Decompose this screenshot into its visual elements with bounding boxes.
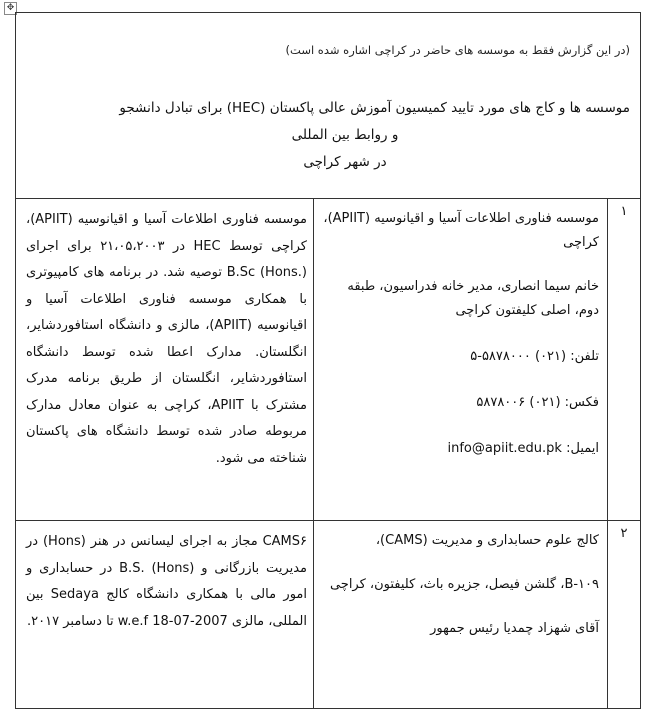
row-number: ۲: [607, 520, 640, 708]
table-move-handle-icon[interactable]: ✥: [4, 2, 17, 15]
table-row: [16, 198, 640, 521]
table-row: [16, 520, 640, 708]
institutions-table: [15, 12, 641, 709]
institution-contact: آقای شهزاد چمدیا رئیس جمهور: [430, 621, 599, 636]
institution-cell: [313, 198, 607, 520]
institution-cell: [313, 520, 607, 708]
title-line-2: و روابط بین المللی: [291, 127, 399, 143]
row-number: ۱: [607, 198, 640, 520]
description-cell: CAMS۶ مجاز به اجرای لیسانس در هنر (Hons) در مدیریت بازرگانی و B.S. (Hons) در حسابداری و امور مالی با همکاری دانشگاه کالج Sedaya بین المللی، مالزی w.e.f 18-07-2007 تا دسامبر ۲۰۱۷.: [26, 534, 308, 629]
title-line-3: در شهر کراچی: [303, 154, 387, 170]
institution-fax: فکس: (۰۲۱) ۵۸۷۸۰۰۶: [476, 395, 599, 410]
institution-contact: خانم سیما انصاری، مدیر خانه فدراسیون، طبقه دوم، اصلی کلیفتون کراچی: [347, 279, 599, 318]
institution-name: کالج علوم حسابداری و مدیریت (CAMS)،: [375, 533, 599, 548]
institution-email[interactable]: ایمیل: info@apiit.edu.pk: [447, 441, 599, 456]
description-cell: موسسه فناوری اطلاعات آسیا و اقیانوسیه (APIIT)، کراچی توسط HEC در ۲۱،۰۵،۲۰۰۳ برای اجرای B.Sc (Hons.) توصیه شد. در برنامه های کامپیوتری با همکاری موسسه فناوری اطلاعات آسیا و اقیانوسیه (APIIT)، مالزی و دانشگاه استافوردشایر، انگلستان. مدارک اعطا شده توسط دانشگاه استافوردشایر، انگلستان از طریق برنامه مدرک مشترک با APIIT، کراچی به عنوان معادل مدارک مربوطه صادر شده توسط دانشگاه های پاکستان شناخته می شود.: [26, 212, 307, 466]
title-line-1: موسسه ها و کاج های مورد تایید کمیسیون آموزش عالی پاکستان (HEC) برای تبادل دانشجو: [119, 100, 630, 116]
institution-address: B-۱۰۹، گلشن فیصل، جزیره باث، کلیفتون، کراچی: [329, 577, 599, 592]
table-title: [60, 95, 630, 176]
report-note: (در این گزارش فقط به موسسه های حاضر در کراچی اشاره شده است): [285, 43, 630, 57]
table-header-cell: [16, 13, 640, 199]
institution-phone: تلفن: (۰۲۱) ۵۸۷۸۰۰۰-۵: [470, 349, 599, 364]
institution-name: موسسه فناوری اطلاعات آسیا و اقیانوسیه (APIIT)، کراچی: [323, 211, 599, 250]
